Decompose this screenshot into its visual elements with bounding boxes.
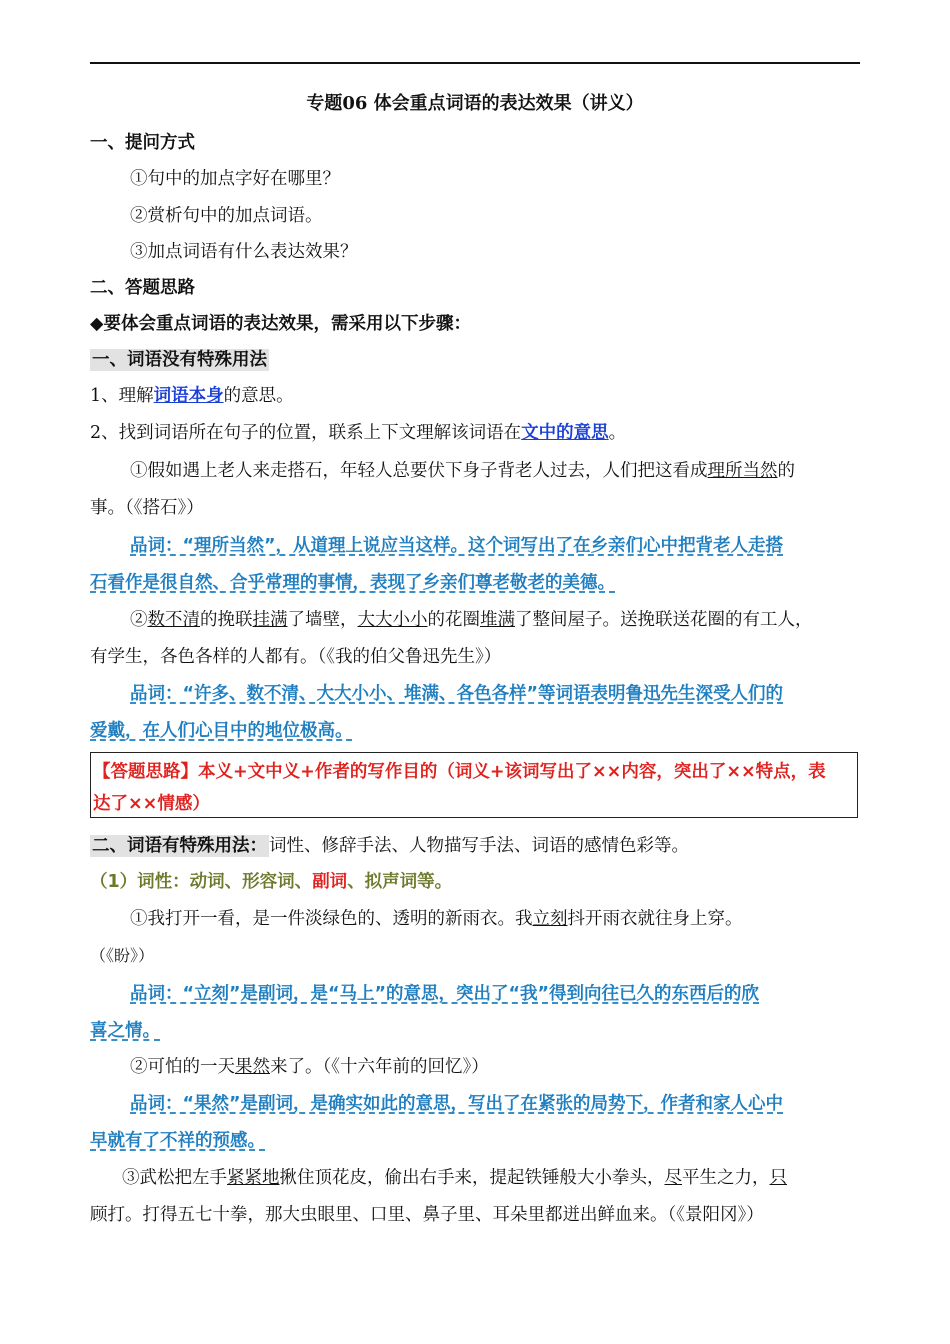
example-2-line-1: ②数不清的挽联挂满了墙壁，大大小小的花圈堆满了整间屋子。送挽联送花圈的有工人， — [130, 610, 813, 630]
example-4-line-1: ②可怕的一天果然来了。（《十六年前的回忆》） — [130, 1057, 489, 1077]
example-2-line-2: 有学生，各色各样的人都有。（《我的伯父鲁迅先生》） — [90, 647, 502, 667]
section-heading-questions: 一、提问方式 — [90, 133, 195, 153]
example-5-line-2: 顾打。打得五七十拳，那大虫眼里、口里、鼻子里、耳朵里都迸出鲜血来。（《景阳冈》） — [90, 1205, 764, 1225]
example-5-line-1: ③武松把左手紧紧地揪住顶花皮，偷出右手来，提起铁锤般大小拳头，尽平生之力，只 — [122, 1168, 787, 1188]
example-1-line-1: ①假如遇上老人来走搭石，年轻人总要伏下身子背老人过去，人们把这看成理所当然的 — [130, 461, 795, 481]
answer-approach-line-2: 达了××情感） — [93, 794, 210, 814]
example-4-answer-2: 早就有了不祥的预感。 — [90, 1131, 265, 1151]
answer-approach-line-1: 【答题思路】本义+文中义+作者的写作目的（词义+该词写出了××内容，突出了××特点，表 — [93, 762, 826, 782]
example-3-line-2: （《盼》） — [90, 946, 155, 965]
section-heading-approach: 二、答题思路 — [90, 278, 195, 298]
top-rule — [90, 62, 860, 64]
question-2: ②赏析句中的加点词语。 — [130, 206, 323, 226]
example-3-line-1: ①我打开一看，是一件淡绿色的、透明的新雨衣。我立刻抖开雨衣就往身上穿。 — [130, 909, 743, 929]
question-3: ③加点词语有什么表达效果？ — [130, 242, 358, 262]
page-title: 专题06 体会重点词语的表达效果（讲义） — [306, 93, 644, 114]
example-1-answer-2: 石看作是很自然、合乎常理的事情，表现了乡亲们尊老敬老的美德。 — [90, 573, 615, 593]
answer-approach-box — [90, 752, 858, 818]
step-2: 2、找到词语所在句子的位置，联系上下文理解该词语在文中的意思。 — [90, 423, 627, 443]
step-1: 1、理解词语本身的意思。 — [90, 386, 294, 406]
example-1-answer-1: 品词：“理所当然”，从道理上说应当这样。这个词写出了在乡亲们心中把背老人走搭 — [130, 536, 784, 556]
part-of-speech-heading: （1）词性：动词、形容词、副词、拟声词等。 — [90, 872, 453, 892]
example-4-answer-1: 品词：“果然”是副词，是确实如此的意思，写出了在紧张的局势下，作者和家人心中 — [130, 1094, 784, 1114]
example-3-answer-1: 品词：“立刻”是副词，是“马上”的意思，突出了“我”得到向往已久的东西后的欣 — [130, 984, 760, 1004]
subheading-special-usage: 二、词语有特殊用法： 词性、修辞手法、人物描写手法、词语的感情色彩等。 — [92, 836, 689, 856]
example-2-answer-2: 爱戴，在人们心目中的地位极高。 — [90, 721, 353, 741]
example-1-line-2: 事。（《搭石》） — [90, 498, 204, 518]
approach-intro: ◆要体会重点词语的表达效果，需采用以下步骤： — [90, 314, 471, 334]
example-2-answer-1: 品词：“许多、数不清、大大小小、堆满、各色各样”等词语表明鲁迅先生深受人们的 — [130, 684, 784, 704]
example-3-answer-2: 喜之情。 — [90, 1021, 160, 1041]
subheading-no-special-usage: 一、词语没有特殊用法 — [92, 350, 267, 370]
link-word-meaning[interactable]: 词语本身 — [153, 386, 224, 406]
link-context-meaning[interactable]: 文中的意思 — [521, 423, 609, 443]
question-1: ①句中的加点字好在哪里？ — [130, 169, 340, 189]
